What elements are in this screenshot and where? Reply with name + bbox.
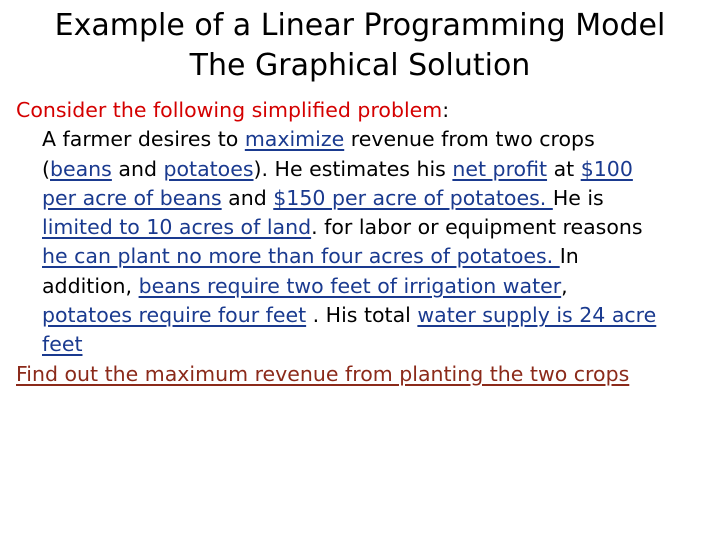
problem-paragraph [16,125,712,359]
closing-question[interactable]: Find out the maximum revenue from planting the two crops [16,361,630,386]
text-segment: revenue from two crops [344,127,595,152]
intro-line [16,96,712,125]
intro-text: Consider the following simplified problem [16,98,443,122]
link-per-acre-beans[interactable]: per acre of beans [42,185,222,210]
link-net-profit[interactable]: net profit [452,156,548,181]
text-segment: at [547,156,581,181]
link-100[interactable]: $100 [580,156,633,181]
text-segment: ( [42,156,50,181]
link-beans[interactable]: beans [50,156,112,181]
text-segment: He is [552,185,604,210]
link-beans-irrigation[interactable]: beans require two feet of irrigation water [138,273,562,298]
paragraph-line-4 [44,213,712,242]
paragraph-line-6 [44,272,712,301]
text-segment: In [559,244,579,269]
link-potatoes[interactable]: potatoes [163,156,254,181]
link-feet[interactable]: feet [42,332,83,357]
text-segment: A farmer desires to [42,127,245,152]
title-line-1: Example of a Linear Programming Model [54,8,666,43]
paragraph-line-7 [44,301,712,330]
paragraph-line-3 [44,184,712,213]
intro-colon: : [442,98,450,122]
text-segment: ). He estimates his [253,156,453,181]
text-segment: addition, [42,273,139,298]
paragraph-line-1 [44,125,712,154]
link-potatoes-four-feet[interactable]: potatoes require four feet [42,303,307,328]
text-segment: and [111,156,164,181]
link-limited-10-acres[interactable]: limited to 10 acres of land [42,215,312,240]
slide-body [16,96,712,389]
paragraph-line-2 [44,155,712,184]
slide-title [0,6,720,86]
title-line-2: The Graphical Solution [189,48,531,83]
text-segment: , [561,273,568,298]
text-segment: . His total [306,303,418,328]
paragraph-line-8 [44,330,712,359]
link-maximize[interactable]: maximize [244,127,345,152]
link-four-acres-potatoes[interactable]: he can plant no more than four acres of potatoes. [42,244,560,269]
link-150-per-acre-potatoes[interactable]: $150 per acre of potatoes. [273,185,553,210]
text-segment: . for labor or equipment reasons [311,215,643,240]
paragraph-line-5 [44,242,712,271]
text-segment: and [221,185,274,210]
link-water-supply[interactable]: water supply is 24 acre [417,303,657,328]
